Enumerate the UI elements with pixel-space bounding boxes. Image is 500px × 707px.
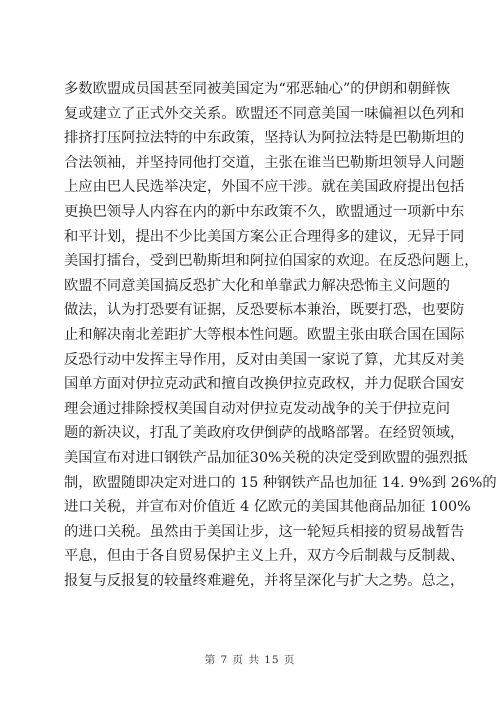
- text-line: 欧盟不同意美国搞反恐扩大化和单靠武力解决恐怖主义问题的: [64, 277, 451, 294]
- text-line: 多数欧盟成员国甚至同被美国定为“邪恶轴心”的伊朗和朝鲜恢: [64, 81, 451, 97]
- text-line: 进口关税，并宣布对价值近 4 亿欧元的美国其他商品加征 100%: [64, 499, 471, 516]
- text-line: 反恐行动中发挥主导作用，反对由美国一家说了算，尤其反对美: [64, 351, 465, 368]
- page-footer: 第 7 页 共 15 页: [204, 654, 296, 666]
- text-line: 合法领袖，并坚持同他打交道，主张在谁当巴勒斯坦领导人问题: [64, 154, 465, 171]
- text-line: 更换巴领导人内容在内的新中东政策不久，欧盟通过一项新中东: [64, 203, 465, 220]
- text-line: 美国打擂台，受到巴勒斯坦和阿拉伯国家的欢迎。在反恐问题上，: [64, 253, 479, 270]
- text-line: 和平计划，提出不少比美国方案公正合理得多的建议，无异于同: [64, 228, 465, 245]
- text-line: 排挤打压阿拉法特的中东政策，坚持认为阿拉法特是巴勒斯坦的: [64, 130, 465, 147]
- text-line: 复或建立了正式外交关系。欧盟还不同意美国一味偏袒以色列和: [64, 105, 465, 122]
- text-line: 止和解决南北差距扩大等根本性问题。欧盟主张由联合国在国际: [64, 326, 465, 343]
- text-line: 上应由巴人民选举决定，外国不应干涉。就在美国政府提出包括: [64, 179, 465, 196]
- text-line: 平息，但由于各自贸易保护主义上升，双方今后制裁与反制裁、: [64, 548, 465, 565]
- text-line: 报复与反报复的较量终难避免，并将呈深化与扩大之势。总之，: [64, 572, 465, 589]
- text-line: 制，欧盟随即决定对进口的 15 种钢铁产品也加征 14. 9%到 26%的: [64, 474, 497, 491]
- body-text: [64, 77, 497, 593]
- text-line: 国单方面对伊拉克动武和擅自改换伊拉克政权，并力促联合国安: [64, 376, 465, 393]
- text-line: 做法，认为打恐要有证据，反恐要标本兼治，既要打恐，也要防: [64, 302, 465, 319]
- text-line: 的进口关税。虽然由于美国让步，这一轮短兵相接的贸易战暂告: [64, 523, 465, 540]
- text-line: 美国宣布对进口钢铁产品加征30%关税的决定受到欧盟的强烈抵: [64, 449, 468, 466]
- text-line: 题的新决议，打乱了美政府攻伊倒萨的战略部署。在经贸领域，: [64, 425, 465, 442]
- text-line: 理会通过排除授权美国自动对伊拉克发动战争的关于伊拉克问: [64, 400, 451, 417]
